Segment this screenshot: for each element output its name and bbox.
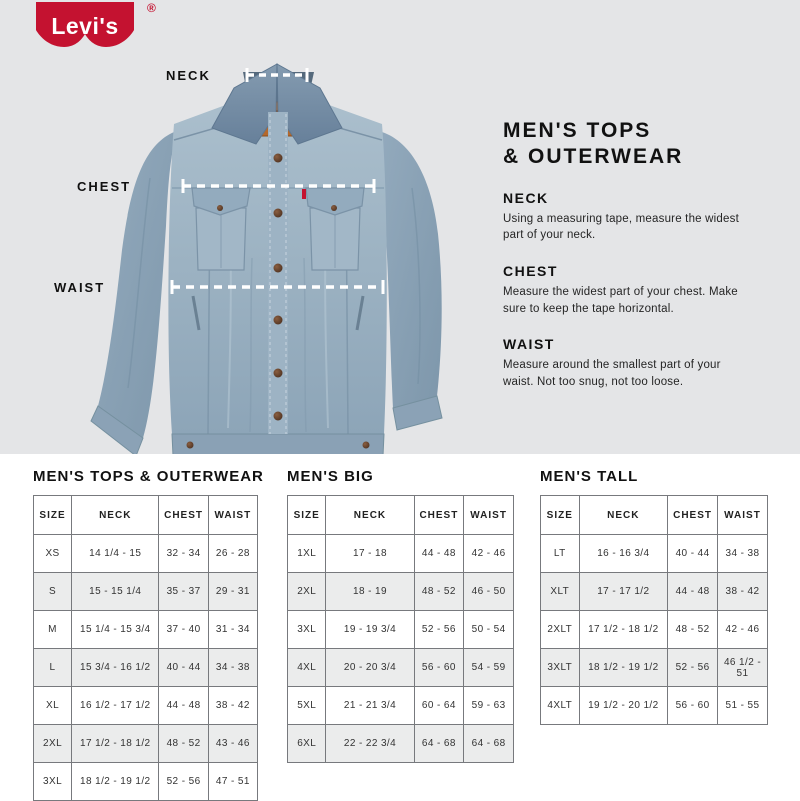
table-cell: 18 1/2 - 19 1/2 xyxy=(72,763,159,801)
table-cell: 34 - 38 xyxy=(208,649,257,687)
table-cell: 31 - 34 xyxy=(208,611,257,649)
table-cell: 32 - 34 xyxy=(159,535,208,573)
table-cell: 6XL xyxy=(288,725,326,763)
table-cell: 2XL xyxy=(288,573,326,611)
table-block-tops-outerwear xyxy=(33,468,264,801)
header-row xyxy=(541,496,768,535)
table-cell: 15 - 15 1/4 xyxy=(72,573,159,611)
table-row xyxy=(288,535,514,573)
table-cell: 60 - 64 xyxy=(414,687,464,725)
table-cell: 48 - 52 xyxy=(159,725,208,763)
table-cell: 38 - 42 xyxy=(718,573,768,611)
table-cell: 16 - 16 3/4 xyxy=(579,535,668,573)
table-cell: 64 - 68 xyxy=(414,725,464,763)
table-row xyxy=(541,649,768,687)
table-cell: 59 - 63 xyxy=(464,687,514,725)
table-cell: 4XLT xyxy=(541,687,580,725)
table-cell: 52 - 56 xyxy=(159,763,208,801)
table-row xyxy=(541,535,768,573)
table-row xyxy=(541,687,768,725)
measurement-guide xyxy=(503,118,788,391)
guide-heading-chest: CHEST xyxy=(503,262,558,279)
table-cell: 14 1/4 - 15 xyxy=(72,535,159,573)
waist-diagram-label: WAIST xyxy=(54,280,106,295)
guide-title xyxy=(503,118,788,171)
size-table xyxy=(33,495,258,801)
column-header: NECK xyxy=(579,496,668,535)
size-tables-section xyxy=(0,454,800,800)
column-header: CHEST xyxy=(668,496,718,535)
table-cell: 1XL xyxy=(288,535,326,573)
table-row xyxy=(288,573,514,611)
table-cell: S xyxy=(34,573,72,611)
column-header: WAIST xyxy=(718,496,768,535)
table-cell: 46 1/2 - 51 xyxy=(718,649,768,687)
table-cell: 29 - 31 xyxy=(208,573,257,611)
table-cell: XLT xyxy=(541,573,580,611)
levis-wordmark: Levi's xyxy=(51,13,119,39)
table-cell: 44 - 48 xyxy=(159,687,208,725)
guide-title-line2: & OUTERWEAR xyxy=(503,145,684,169)
table-cell: 35 - 37 xyxy=(159,573,208,611)
table-cell: XS xyxy=(34,535,72,573)
table-block-big xyxy=(287,468,514,763)
table-cell: 44 - 48 xyxy=(668,573,718,611)
table-row xyxy=(288,687,514,725)
guide-heading-neck: NECK xyxy=(503,189,549,206)
table-cell: 17 - 18 xyxy=(326,535,414,573)
table-cell: 48 - 52 xyxy=(668,611,718,649)
table-cell: LT xyxy=(541,535,580,573)
table-cell: 26 - 28 xyxy=(208,535,257,573)
table-title-tops-outerwear: MEN'S TOPS & OUTERWEAR xyxy=(33,468,264,485)
table-cell: 3XLT xyxy=(541,649,580,687)
table-row xyxy=(288,611,514,649)
header-row xyxy=(34,496,258,535)
table-cell: 51 - 55 xyxy=(718,687,768,725)
column-header: SIZE xyxy=(541,496,580,535)
header-row xyxy=(288,496,514,535)
guide-body-neck: Using a measuring tape, measure the widest part of your neck. xyxy=(503,212,739,242)
levis-batwing-icon xyxy=(35,2,135,58)
table-row xyxy=(288,725,514,763)
table-cell: 54 - 59 xyxy=(464,649,514,687)
table-row xyxy=(541,611,768,649)
guide-heading-waist: WAIST xyxy=(503,336,555,353)
table-cell: 40 - 44 xyxy=(668,535,718,573)
size-table-tops-outerwear xyxy=(33,495,258,801)
column-header: WAIST xyxy=(464,496,514,535)
table-cell: 15 1/4 - 15 3/4 xyxy=(72,611,159,649)
table-title-tall: MEN'S TALL xyxy=(540,468,639,485)
table-cell: L xyxy=(34,649,72,687)
column-header: WAIST xyxy=(208,496,257,535)
table-cell: 19 - 19 3/4 xyxy=(326,611,414,649)
table-cell: 17 1/2 - 18 1/2 xyxy=(579,611,668,649)
table-title-big: MEN'S BIG xyxy=(287,468,374,485)
table-cell: 21 - 21 3/4 xyxy=(326,687,414,725)
table-cell: 5XL xyxy=(288,687,326,725)
size-table xyxy=(287,495,514,763)
table-row xyxy=(541,573,768,611)
table-row xyxy=(34,573,258,611)
guide-section-chest xyxy=(503,263,788,317)
table-cell: 37 - 40 xyxy=(159,611,208,649)
table-row xyxy=(34,763,258,801)
table-cell: M xyxy=(34,611,72,649)
column-header: NECK xyxy=(326,496,414,535)
table-cell: 43 - 46 xyxy=(208,725,257,763)
guide-title-line1: MEN'S TOPS xyxy=(503,119,652,142)
table-row xyxy=(34,687,258,725)
table-cell: 44 - 48 xyxy=(414,535,464,573)
registered-trademark-icon: ® xyxy=(147,1,156,15)
table-cell: 50 - 54 xyxy=(464,611,514,649)
guide-section-neck xyxy=(503,190,788,244)
table-cell: 2XL xyxy=(34,725,72,763)
table-cell: 17 1/2 - 18 1/2 xyxy=(72,725,159,763)
table-row xyxy=(34,535,258,573)
column-header: SIZE xyxy=(288,496,326,535)
table-cell: 42 - 46 xyxy=(718,611,768,649)
red-tab-icon xyxy=(302,189,306,199)
jacket-right-sleeve xyxy=(378,130,442,430)
table-row xyxy=(34,649,258,687)
table-cell: 56 - 60 xyxy=(414,649,464,687)
size-table-big xyxy=(287,495,514,763)
table-cell: 18 1/2 - 19 1/2 xyxy=(579,649,668,687)
table-cell: 22 - 22 3/4 xyxy=(326,725,414,763)
table-cell: 3XL xyxy=(288,611,326,649)
table-cell: 15 3/4 - 16 1/2 xyxy=(72,649,159,687)
neck-diagram-label: NECK xyxy=(166,68,211,83)
guide-section-waist xyxy=(503,336,788,390)
table-cell: 20 - 20 3/4 xyxy=(326,649,414,687)
table-cell: 2XLT xyxy=(541,611,580,649)
column-header: SIZE xyxy=(34,496,72,535)
table-row xyxy=(34,611,258,649)
size-table-tall xyxy=(540,495,768,725)
table-row xyxy=(288,649,514,687)
table-cell: 56 - 60 xyxy=(668,687,718,725)
table-cell: XL xyxy=(34,687,72,725)
table-cell: 4XL xyxy=(288,649,326,687)
table-cell: 3XL xyxy=(34,763,72,801)
table-cell: 52 - 56 xyxy=(414,611,464,649)
table-cell: 34 - 38 xyxy=(718,535,768,573)
table-block-tall xyxy=(540,468,768,725)
size-table xyxy=(540,495,768,725)
table-cell: 46 - 50 xyxy=(464,573,514,611)
table-cell: 47 - 51 xyxy=(208,763,257,801)
column-header: NECK xyxy=(72,496,159,535)
table-cell: 42 - 46 xyxy=(464,535,514,573)
table-cell: 18 - 19 xyxy=(326,573,414,611)
table-cell: 48 - 52 xyxy=(414,573,464,611)
table-row xyxy=(34,725,258,763)
guide-body-waist: Measure around the smallest part of your waist. Not too snug, not too loose. xyxy=(503,359,721,388)
column-header: CHEST xyxy=(159,496,208,535)
table-cell: 64 - 68 xyxy=(464,725,514,763)
table-cell: 16 1/2 - 17 1/2 xyxy=(72,687,159,725)
jacket-placket xyxy=(268,112,288,434)
guide-body-chest: Measure the widest part of your chest. Make sure to keep the tape horizontal. xyxy=(503,285,738,315)
chest-diagram-label: CHEST xyxy=(77,179,132,194)
levis-logo xyxy=(35,1,156,58)
column-header: CHEST xyxy=(414,496,464,535)
table-cell: 17 - 17 1/2 xyxy=(579,573,668,611)
table-cell: 52 - 56 xyxy=(668,649,718,687)
table-cell: 40 - 44 xyxy=(159,649,208,687)
table-cell: 38 - 42 xyxy=(208,687,257,725)
table-cell: 19 1/2 - 20 1/2 xyxy=(579,687,668,725)
denim-jacket-photo xyxy=(90,58,470,463)
